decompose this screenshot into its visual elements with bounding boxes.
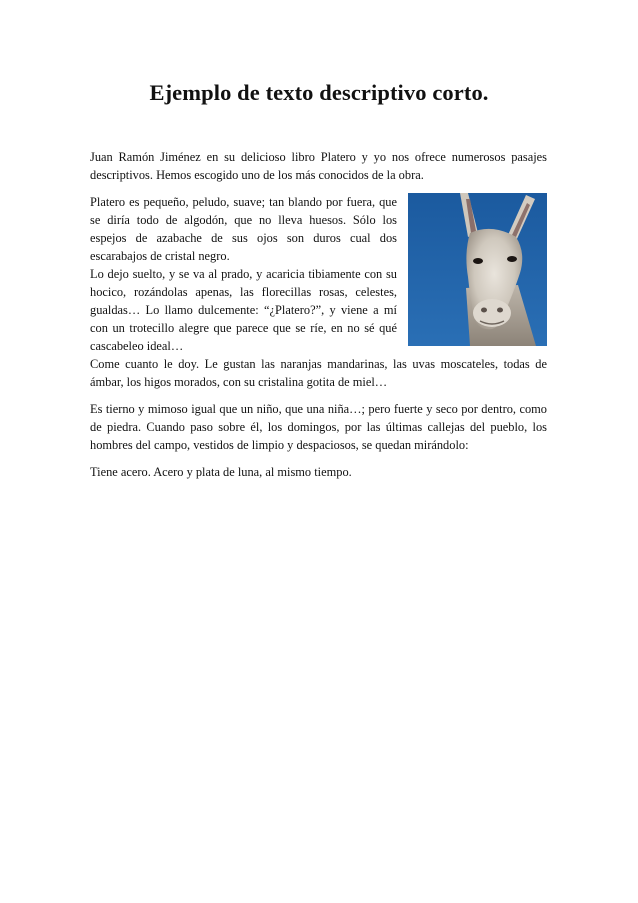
paragraph-3: Come cuanto le doy. Le gustan las naranjas mandarinas, las uvas moscateles, todas de ámbar, los higos morados, con su cristalina gotita de miel… (90, 357, 547, 389)
donkey-photo (408, 193, 547, 346)
paragraph-2: Lo dejo suelto, y se va al prado, y acaricia tibiamente con su hocico, rozándolas apenas, las florecillas rosas, celestes, gualdas… Lo llamo dulcemente: “¿Platero?”, y viene a mí con un trotecillo alegre que parece que se ríe, en no sé qué cascabeleo ideal… (90, 267, 397, 353)
paragraph-4: Es tierno y mimoso igual que un niño, que una niña…; pero fuerte y seco por dentro, como de piedra. Cuando paso sobre él, los domingos, por las últimas callejas del pueblo, los hombres del campo, vestidos de limpio y despaciosos, se quedan mirándolo: (90, 402, 547, 452)
paragraph-1: Platero es pequeño, peludo, suave; tan blando por fuera, que se diría todo de algodón, que no lleva huesos. Sólo los espejos de azabache de sus ojos son duros cual dos escarabajos de cristal negro. (90, 195, 397, 263)
paragraph-5: Tiene acero. Acero y plata de luna, al mismo tiempo. (90, 465, 352, 479)
document-title: Ejemplo de texto descriptivo corto. (149, 80, 489, 105)
intro-paragraph: Juan Ramón Jiménez en su delicioso libro Platero y yo nos ofrece numerosos pasajes descriptivos. Hemos escogido uno de los más conocidos de la obra. (90, 150, 547, 182)
